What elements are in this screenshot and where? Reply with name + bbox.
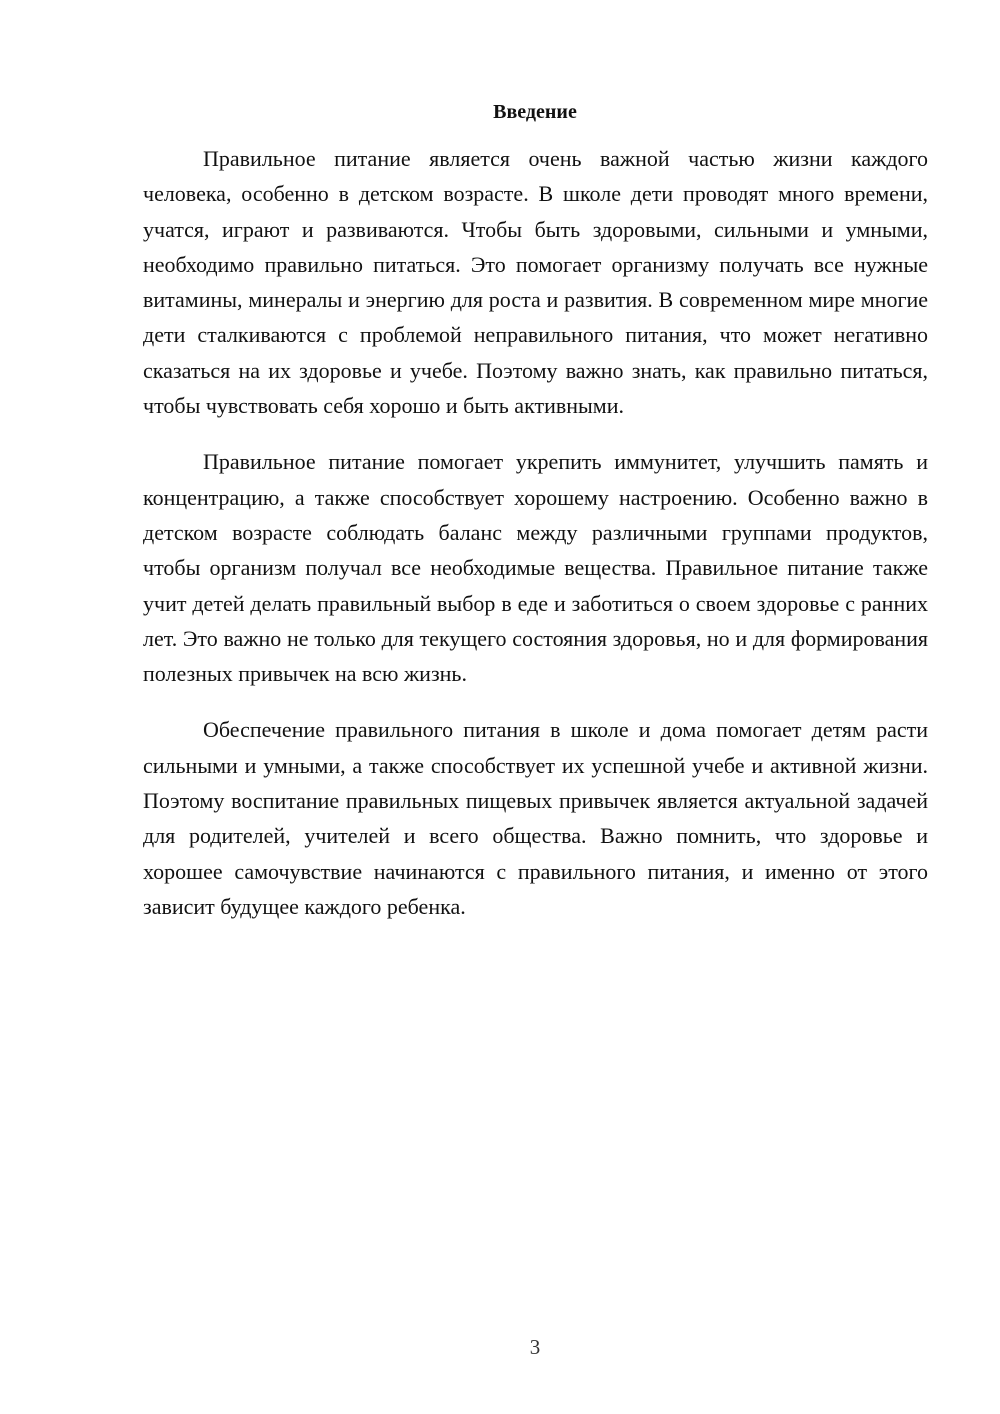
paragraph-3: Обеспечение правильного питания в школе и дома помогает детям расти сильными и умными, а также способствует их успешной учебе и активной жизни. Поэтому воспитание правильных пищевых привычек является актуальной задачей для родителей, учителей и всего общества. Важно помнить, что здоровье и хорошее самочувствие начинаются с правильного питания, и именно от этого зависит будущее каждого ребенка. (143, 717, 928, 919)
page-number: 3 (529, 1335, 541, 1359)
paragraph-1: Правильное питание является очень важной частью жизни каждого человека, особенно в детском возрасте. В школе дети проводят много времени, учатся, играют и развиваются. Чтобы быть здоровыми, сильными и умными, необходимо правильно питаться. Это помогает организму получать все нужные витамины, минералы и энергию для роста и развития. В современном мире многие дети сталкиваются с проблемой неправильного питания, что может негативно сказаться на их здоровье и учебе. Поэтому важно знать, как правильно питаться, чтобы чувствовать себя хорошо и быть активными. (143, 146, 928, 419)
paragraph-2: Правильное питание помогает укрепить иммунитет, улучшить память и концентрацию, а также способствует хорошему настроению. Особенно важно в детском возрасте соблюдать баланс между различными группами продуктов, чтобы организм получал все необходимые вещества. Правильное питание также учит детей делать правильный выбор в еде и заботиться о своем здоровье с ранних лет. Это важно не только для текущего состояния здоровья, но и для формирования полезных привычек на всю жизнь. (143, 449, 928, 687)
body-text (143, 141, 928, 924)
section-heading: Введение (493, 101, 577, 123)
